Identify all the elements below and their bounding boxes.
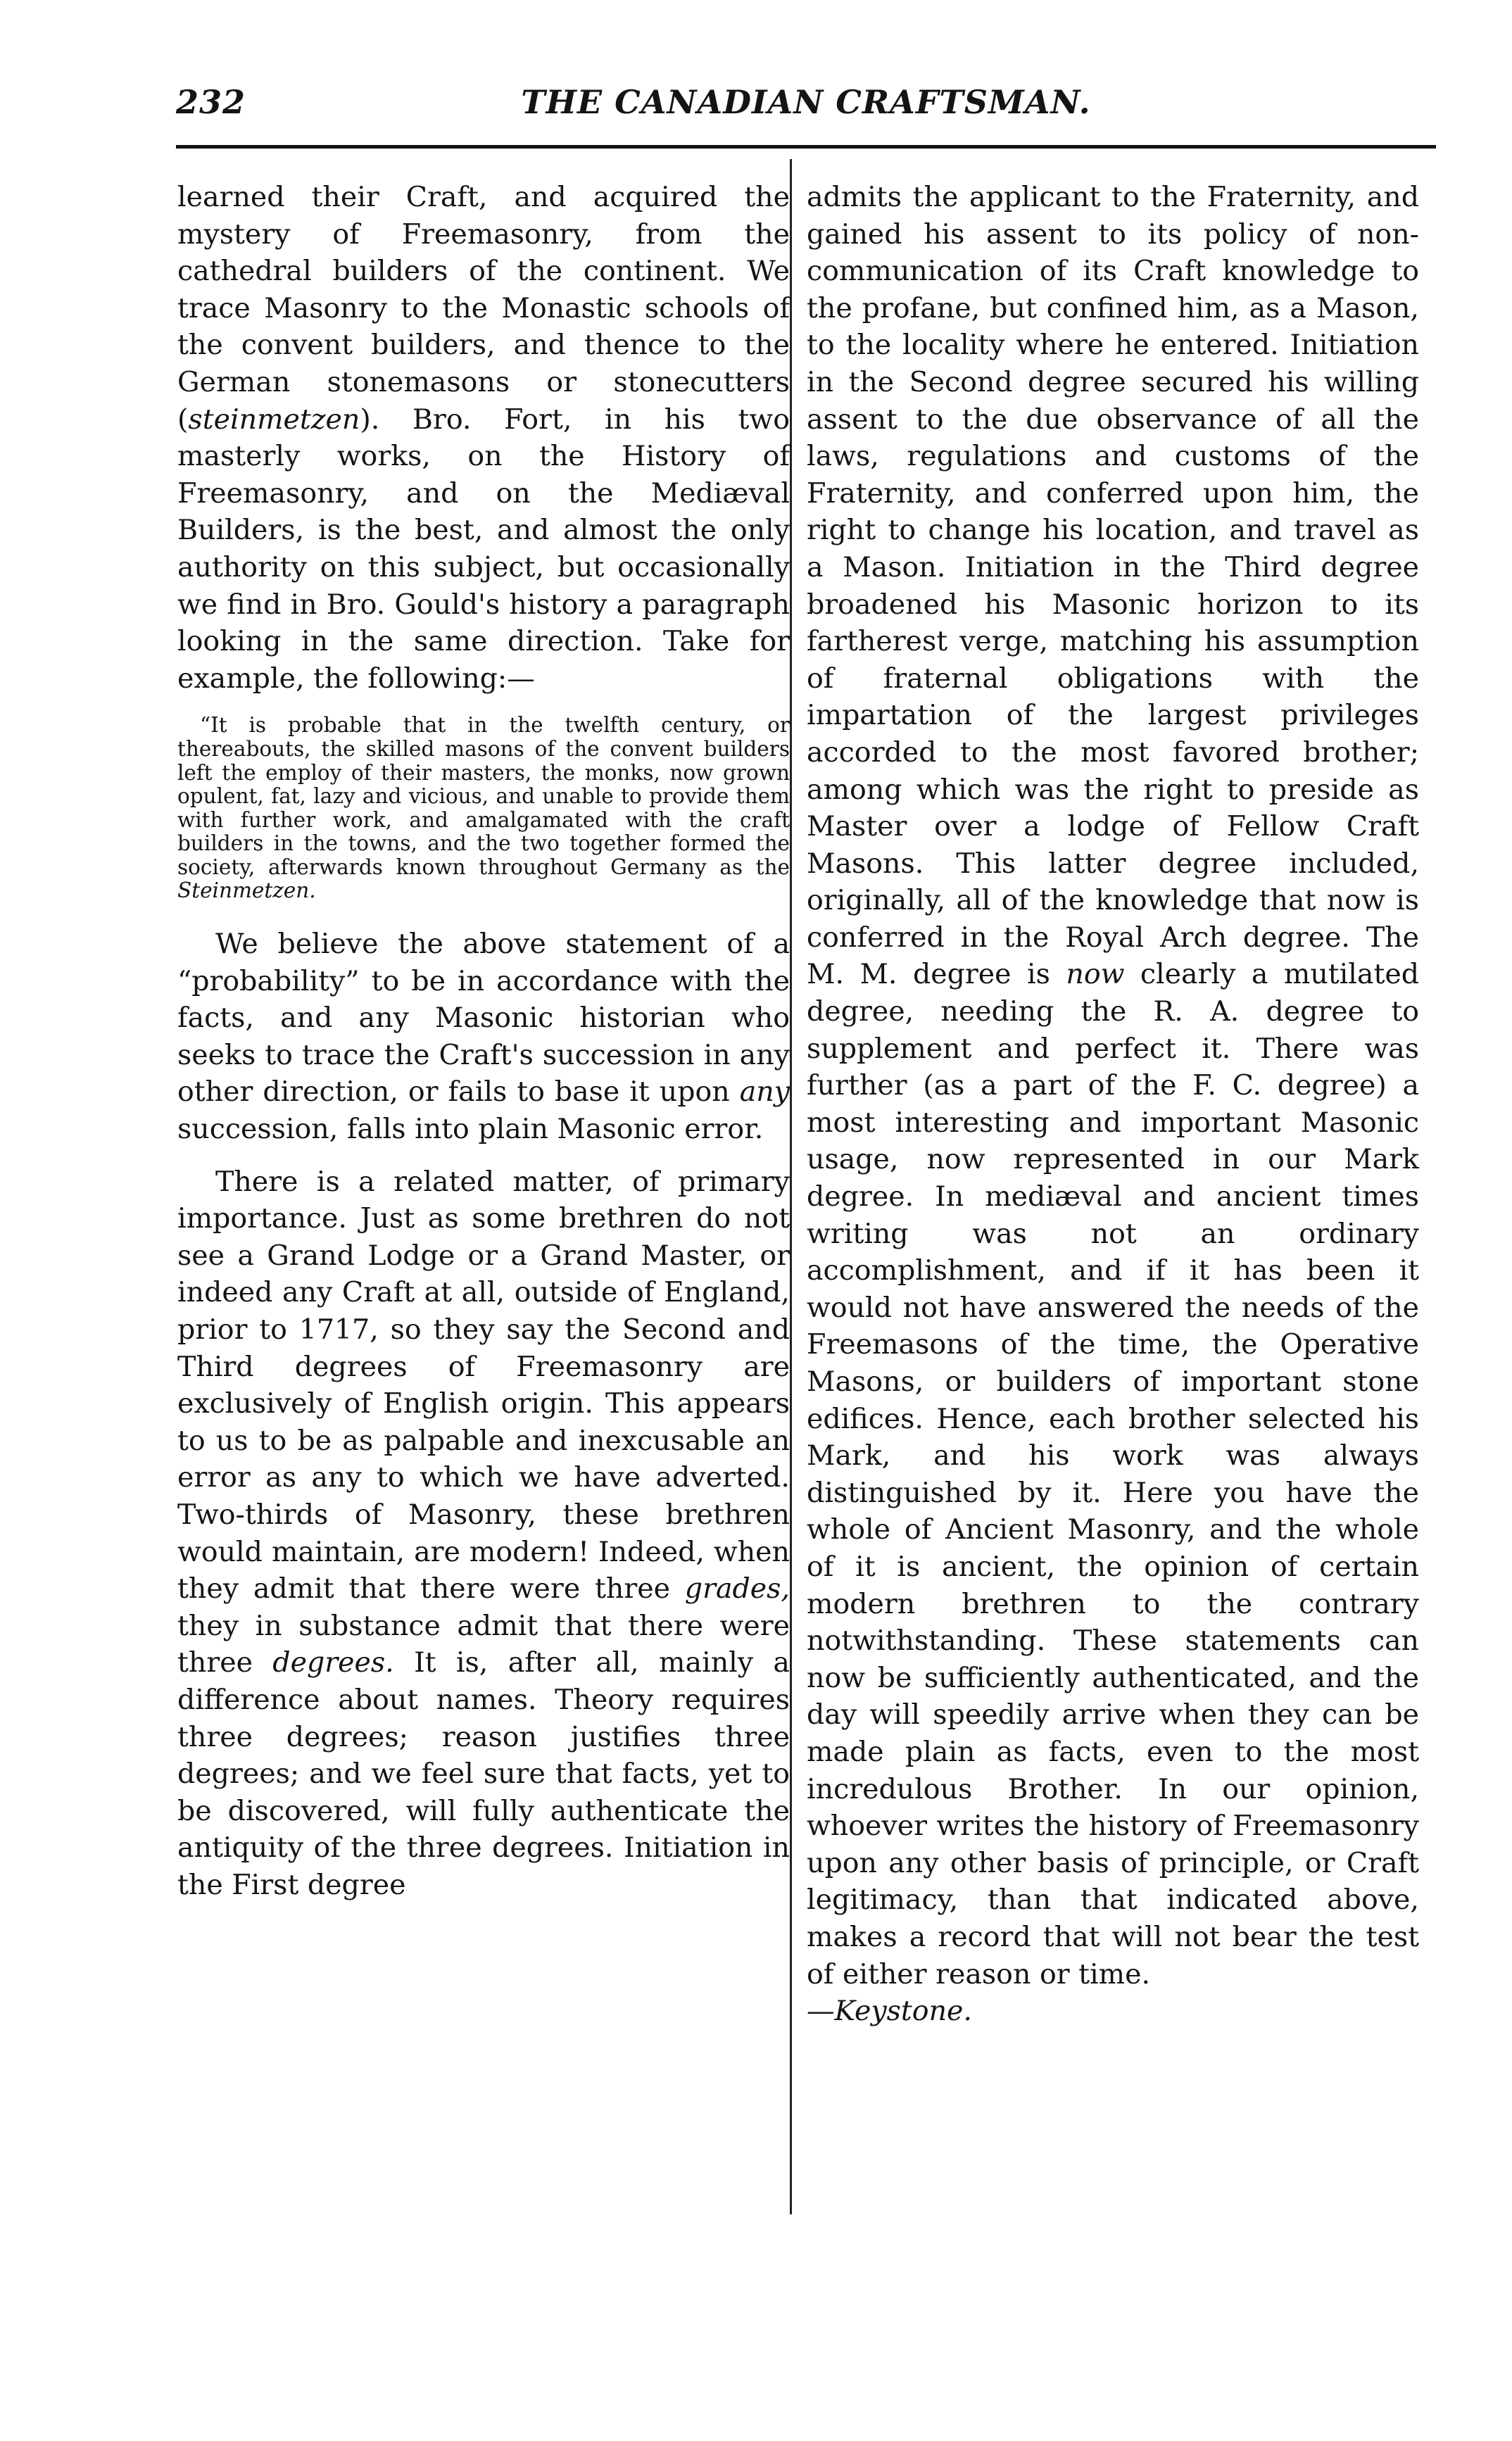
- left-column: [177, 179, 790, 1904]
- header-rule: [176, 145, 1436, 149]
- paragraph-continued-intro: learned their Craft, and acquired the mystery of Freemasonry, from the cathedral builders of the continent. We trace Masonry to the Monastic schools of the convent builders, and thence to the German stonemasons or stonecutters (steinmetzen). Bro. Fort, in his two masterly works, on the History of Freemasonry, and on the Mediæval Builders, is the best, and almost the only authority on this subject, but occasionally we find in Bro. Gould's history a paragraph looking in the same direction. Take for example, the following:—: [177, 181, 790, 695]
- column-divider: [790, 159, 792, 2214]
- paragraph-degrees: admits the applicant to the Fraternity, and gained his assent to its policy of non-communication of its Craft knowledge to the profane, but confined him, as a Mason, to the locality where he entered. Initiation in the Second degree secured his willing assent to the due observance of all the laws, regulations and customs of the Fraternity, and conferred upon him, the right to change his location, and travel as a Mason. Initiation in the Third degree broadened his Masonic horizon to its fartherest verge, matching his assumption of fraternal obligations with the impartation of the largest privileges accorded to the most favored brother; among which was the right to preside as Master over a lodge of Fellow Craft Masons. This latter degree included, originally, all of the knowledge that now is conferred in the Royal Arch degree. The M. M. degree is now clearly a mutilated degree, needing the R. A. degree to supplement and perfect it. There was further (as a part of the F. C. degree) a most interesting and important Masonic usage, now represented in our Mark degree. In mediæval and ancient times writing was not an ordinary accomplishment, and if it has been it would not have answered the needs of the Freemasons of the time, the Operative Masons, or builders of important stone edifices. Hence, each brother selected his Mark, and his work was always distinguished by it. Here you have the whole of Ancient Masonry, and the whole of it is ancient, the opinion of certain modern brethren to the contrary notwithstanding. These statements can now be sufficiently authenticated, and the day will speedily arrive when they can be made plain as facts, even to the most incredulous Brother. In our opinion, whoever writes the history of Freemasonry upon any other basis of principle, or Craft legitimacy, than that indicated above, makes a record that will not bear the test of either reason or time.: [807, 181, 1419, 1991]
- paragraph-probability: We believe the above statement of a “probability” to be in accordance with the facts, and any Masonic historian who seeks to trace the Craft's succession in any other direction, or fails to base it upon any succession, falls into plain Masonic error.: [177, 928, 790, 1146]
- right-column: [807, 179, 1419, 2030]
- running-title: THE CANADIAN CRAFTSMAN.: [521, 83, 1091, 121]
- page-header: [176, 83, 1436, 146]
- signature-keystone: —Keystone.: [807, 1995, 972, 2028]
- block-quote-gould: “It is probable that in the twelfth century, or thereabouts, the skilled masons of the convent builders left the employ of their masters, the monks, now grown opulent, fat, lazy and vicious, and unable to provide them with further work, and amalgamated with the craft builders in the towns, and the two together formed the society, afterwards known throughout Germany as the Steinmetzen.: [177, 713, 790, 903]
- paragraph-related-matter: There is a related matter, of primary importance. Just as some brethren do not see a Grand Lodge or a Grand Master, or indeed any Craft at all, outside of England, prior to 1717, so they say the Second and Third degrees of Freemasonry are exclusively of English origin. This appears to us to be as palpable and inexcusable an error as any to which we have adverted. Two-thirds of Masonry, these brethren would maintain, are modern! Indeed, when they admit that there were three grades, they in substance admit that there were three degrees. It is, after all, mainly a difference about names. Theory requires three degrees; reason justifies three degrees; and we feel sure that facts, yet to be discovered, will fully authenticate the antiquity of the three degrees. Initiation in the First degree: [177, 1165, 790, 1901]
- page-number: 232: [176, 83, 246, 121]
